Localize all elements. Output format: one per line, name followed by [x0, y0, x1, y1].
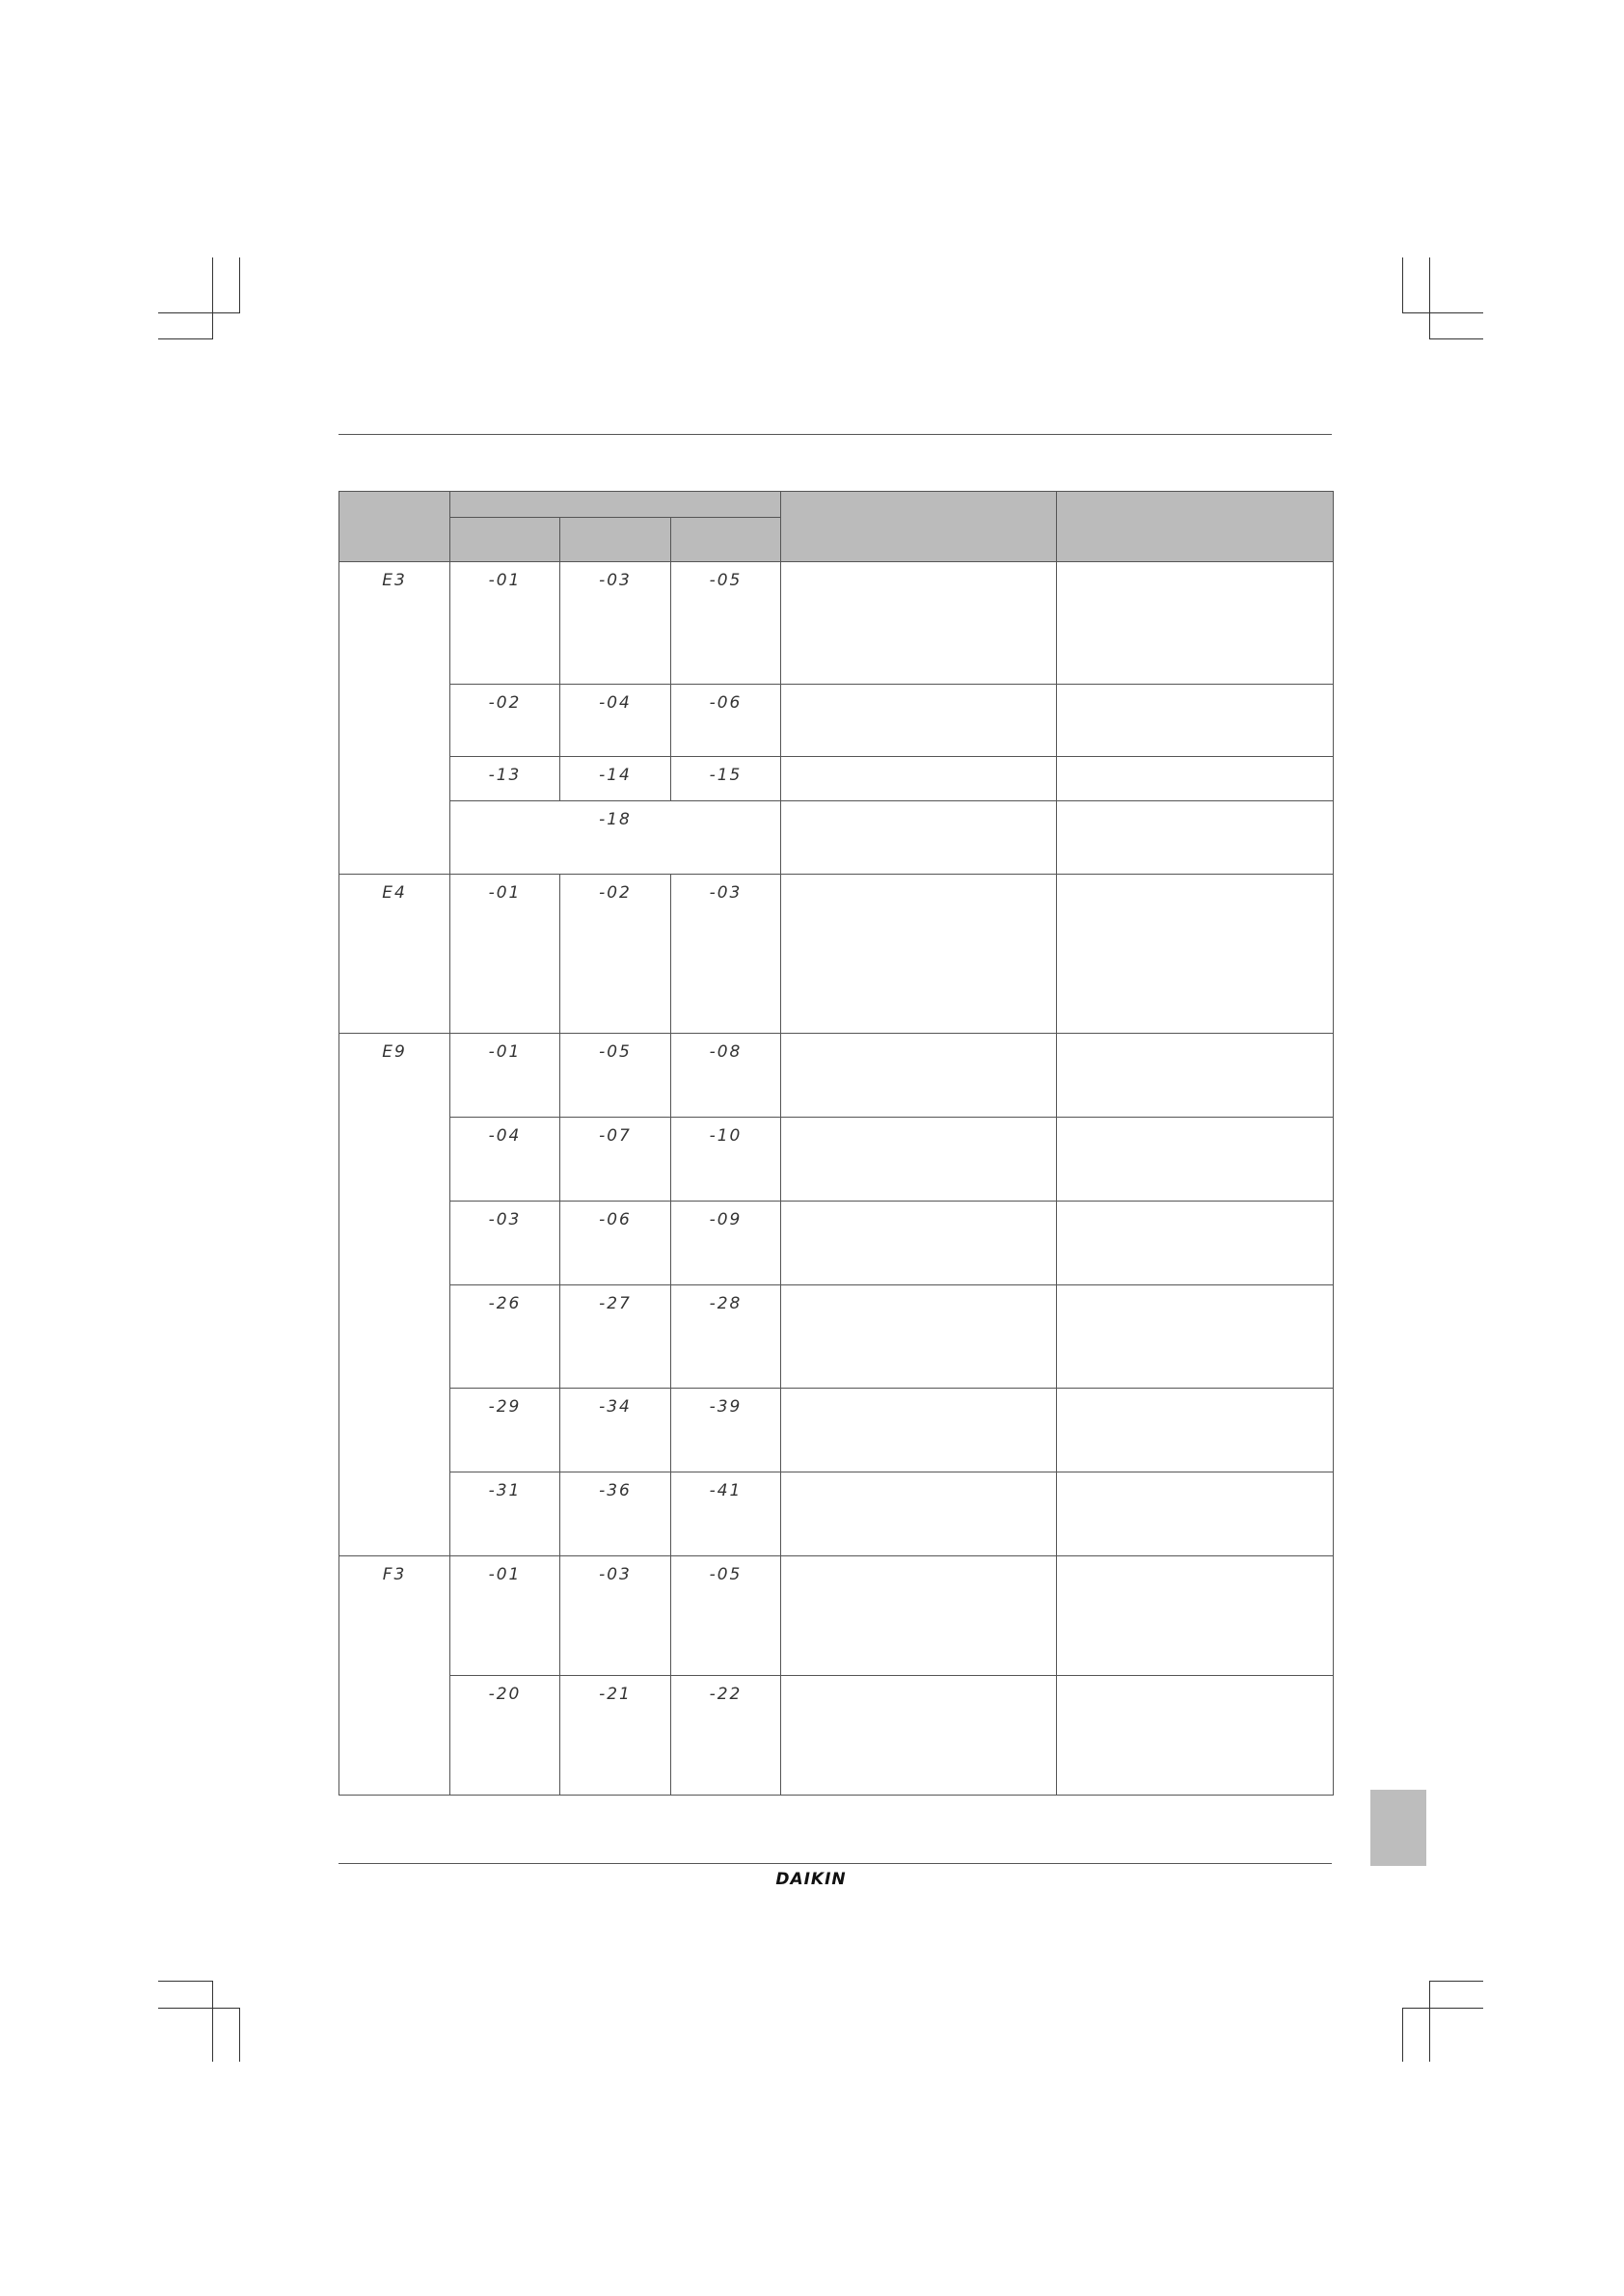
main-code-cell — [339, 1556, 450, 1796]
solution-cell — [1057, 875, 1334, 1034]
main-code-cell — [339, 1034, 450, 1556]
sub-code: -29 — [488, 1397, 522, 1417]
sub-code: -03 — [709, 883, 743, 903]
description-cell — [781, 1034, 1057, 1118]
sub-code: -13 — [488, 766, 522, 785]
header-sub-col-1 — [450, 518, 560, 562]
main-code: E9 — [382, 1042, 407, 1062]
crop-mark — [158, 312, 240, 313]
table-row — [339, 1472, 1334, 1556]
header-solution — [1057, 492, 1334, 562]
sub-code: -15 — [709, 766, 743, 785]
description-cell — [781, 1472, 1057, 1556]
solution-cell — [1057, 562, 1334, 685]
sub-code: -01 — [488, 571, 522, 590]
solution-cell — [1057, 685, 1334, 757]
sub-code-cell — [560, 1034, 671, 1118]
header-description — [781, 492, 1057, 562]
footer-rule — [338, 1863, 1332, 1864]
sub-code: -02 — [488, 693, 522, 713]
solution-cell — [1057, 1556, 1334, 1676]
sub-code: -22 — [709, 1685, 743, 1704]
solution-cell — [1057, 1118, 1334, 1202]
sub-code: -26 — [488, 1294, 522, 1313]
sub-code-cell — [450, 1118, 560, 1202]
sub-code-cell — [560, 1676, 671, 1796]
sub-code: -06 — [599, 1210, 632, 1229]
solution-cell — [1057, 757, 1334, 801]
table-row — [339, 1556, 1334, 1676]
sub-code: -03 — [488, 1210, 522, 1229]
sub-code-cell — [450, 1034, 560, 1118]
sub-code-cell — [671, 1676, 781, 1796]
crop-mark — [1402, 2008, 1483, 2009]
solution-cell — [1057, 1676, 1334, 1796]
table-row — [339, 685, 1334, 757]
sub-code: -31 — [488, 1481, 522, 1500]
solution-cell — [1057, 801, 1334, 875]
crop-mark — [212, 1981, 213, 2062]
crop-mark — [1429, 1981, 1483, 1982]
sub-code: -41 — [709, 1481, 743, 1500]
sub-code: -09 — [709, 1210, 743, 1229]
crop-mark — [1429, 338, 1483, 339]
sub-code: -01 — [488, 1042, 522, 1062]
description-cell — [781, 1676, 1057, 1796]
main-code-cell — [339, 562, 450, 875]
solution-cell — [1057, 1389, 1334, 1472]
sub-code-cell — [671, 757, 781, 801]
header-sub-col-2 — [560, 518, 671, 562]
sub-code-cell — [450, 1556, 560, 1676]
sub-code: -05 — [709, 571, 743, 590]
sub-code: -36 — [599, 1481, 632, 1500]
sub-code: -21 — [599, 1685, 632, 1704]
sub-code: -05 — [599, 1042, 632, 1062]
daikin-logo: DAIKIN — [775, 1870, 847, 1889]
sub-code: -02 — [599, 883, 632, 903]
sub-code: -03 — [599, 1565, 632, 1584]
header-main-code — [339, 492, 450, 562]
description-cell — [781, 875, 1057, 1034]
sub-code-cell — [671, 1389, 781, 1472]
sub-code-cell — [450, 1676, 560, 1796]
description-cell — [781, 562, 1057, 685]
crop-mark — [158, 1981, 213, 1982]
table-row — [339, 757, 1334, 801]
table-row — [339, 562, 1334, 685]
sub-code-cell — [560, 875, 671, 1034]
error-code-table — [338, 491, 1334, 1796]
sub-code-cell — [450, 1202, 560, 1285]
header-sub-code-group — [450, 492, 781, 518]
sub-code: -34 — [599, 1397, 632, 1417]
description-cell — [781, 757, 1057, 801]
description-cell — [781, 1202, 1057, 1285]
main-code: E3 — [382, 571, 407, 590]
sub-code-cell — [560, 757, 671, 801]
sub-code-cell — [671, 1202, 781, 1285]
sub-code-cell — [671, 1118, 781, 1202]
sub-code: -06 — [709, 693, 743, 713]
sub-code-cell — [450, 685, 560, 757]
description-cell — [781, 1556, 1057, 1676]
solution-cell — [1057, 1472, 1334, 1556]
sub-code-cell — [671, 562, 781, 685]
header-sub-col-3 — [671, 518, 781, 562]
table-row — [339, 1034, 1334, 1118]
main-code: F3 — [382, 1565, 407, 1584]
table-row — [339, 1676, 1334, 1796]
sub-code: -27 — [599, 1294, 632, 1313]
table-row — [339, 801, 1334, 875]
crop-mark — [212, 257, 213, 338]
solution-cell — [1057, 1034, 1334, 1118]
table-row — [339, 1389, 1334, 1472]
crop-mark — [1402, 2008, 1403, 2062]
sub-code-cell — [671, 685, 781, 757]
sub-code-cell — [560, 1389, 671, 1472]
sub-code-cell — [560, 685, 671, 757]
sub-code-cell — [671, 1556, 781, 1676]
crop-mark — [1429, 257, 1430, 338]
description-cell — [781, 685, 1057, 757]
sub-code-cell — [560, 1285, 671, 1389]
sub-code-cell — [671, 1285, 781, 1389]
sub-code: -28 — [709, 1294, 743, 1313]
sub-code: -04 — [599, 693, 632, 713]
crop-mark — [1402, 312, 1483, 313]
description-cell — [781, 1389, 1057, 1472]
sub-code-cell — [560, 1556, 671, 1676]
sub-code-cell — [560, 562, 671, 685]
sub-code-cell — [671, 1472, 781, 1556]
sub-code-cell — [450, 875, 560, 1034]
crop-mark — [1402, 257, 1403, 313]
sub-code-cell — [671, 1034, 781, 1118]
sub-code-cell — [671, 875, 781, 1034]
sub-code: -01 — [488, 883, 522, 903]
sub-code-cell — [450, 562, 560, 685]
sub-code: -03 — [599, 571, 632, 590]
sub-code-cell — [450, 1285, 560, 1389]
sub-code: -05 — [709, 1565, 743, 1584]
sub-code-cell — [560, 1472, 671, 1556]
sub-code: -10 — [709, 1126, 743, 1146]
crop-mark — [239, 257, 240, 313]
table-row — [339, 1202, 1334, 1285]
description-cell — [781, 1118, 1057, 1202]
crop-mark — [239, 2008, 240, 2062]
main-code-cell — [339, 875, 450, 1034]
table-row — [339, 1285, 1334, 1389]
sub-code-cell — [450, 757, 560, 801]
sub-code-cell — [560, 1118, 671, 1202]
sub-code: -08 — [709, 1042, 743, 1062]
table-row — [339, 875, 1334, 1034]
sub-code: -18 — [599, 810, 632, 829]
header-rule — [338, 434, 1332, 435]
sub-code-cell-merged — [450, 801, 781, 875]
sub-code: -04 — [488, 1126, 522, 1146]
sub-code-cell — [450, 1472, 560, 1556]
sub-code: -20 — [488, 1685, 522, 1704]
sub-code: -01 — [488, 1565, 522, 1584]
description-cell — [781, 1285, 1057, 1389]
sub-code-cell — [450, 1389, 560, 1472]
sub-code: -39 — [709, 1397, 743, 1417]
table-row — [339, 1118, 1334, 1202]
crop-mark — [1429, 1981, 1430, 2062]
crop-mark — [158, 2008, 240, 2009]
description-cell — [781, 801, 1057, 875]
sub-code-cell — [560, 1202, 671, 1285]
solution-cell — [1057, 1202, 1334, 1285]
sub-code: -14 — [599, 766, 632, 785]
sub-code: -07 — [599, 1126, 632, 1146]
main-code: E4 — [382, 883, 407, 903]
crop-mark — [158, 338, 213, 339]
solution-cell — [1057, 1285, 1334, 1389]
chapter-tab-marker — [1370, 1790, 1426, 1866]
